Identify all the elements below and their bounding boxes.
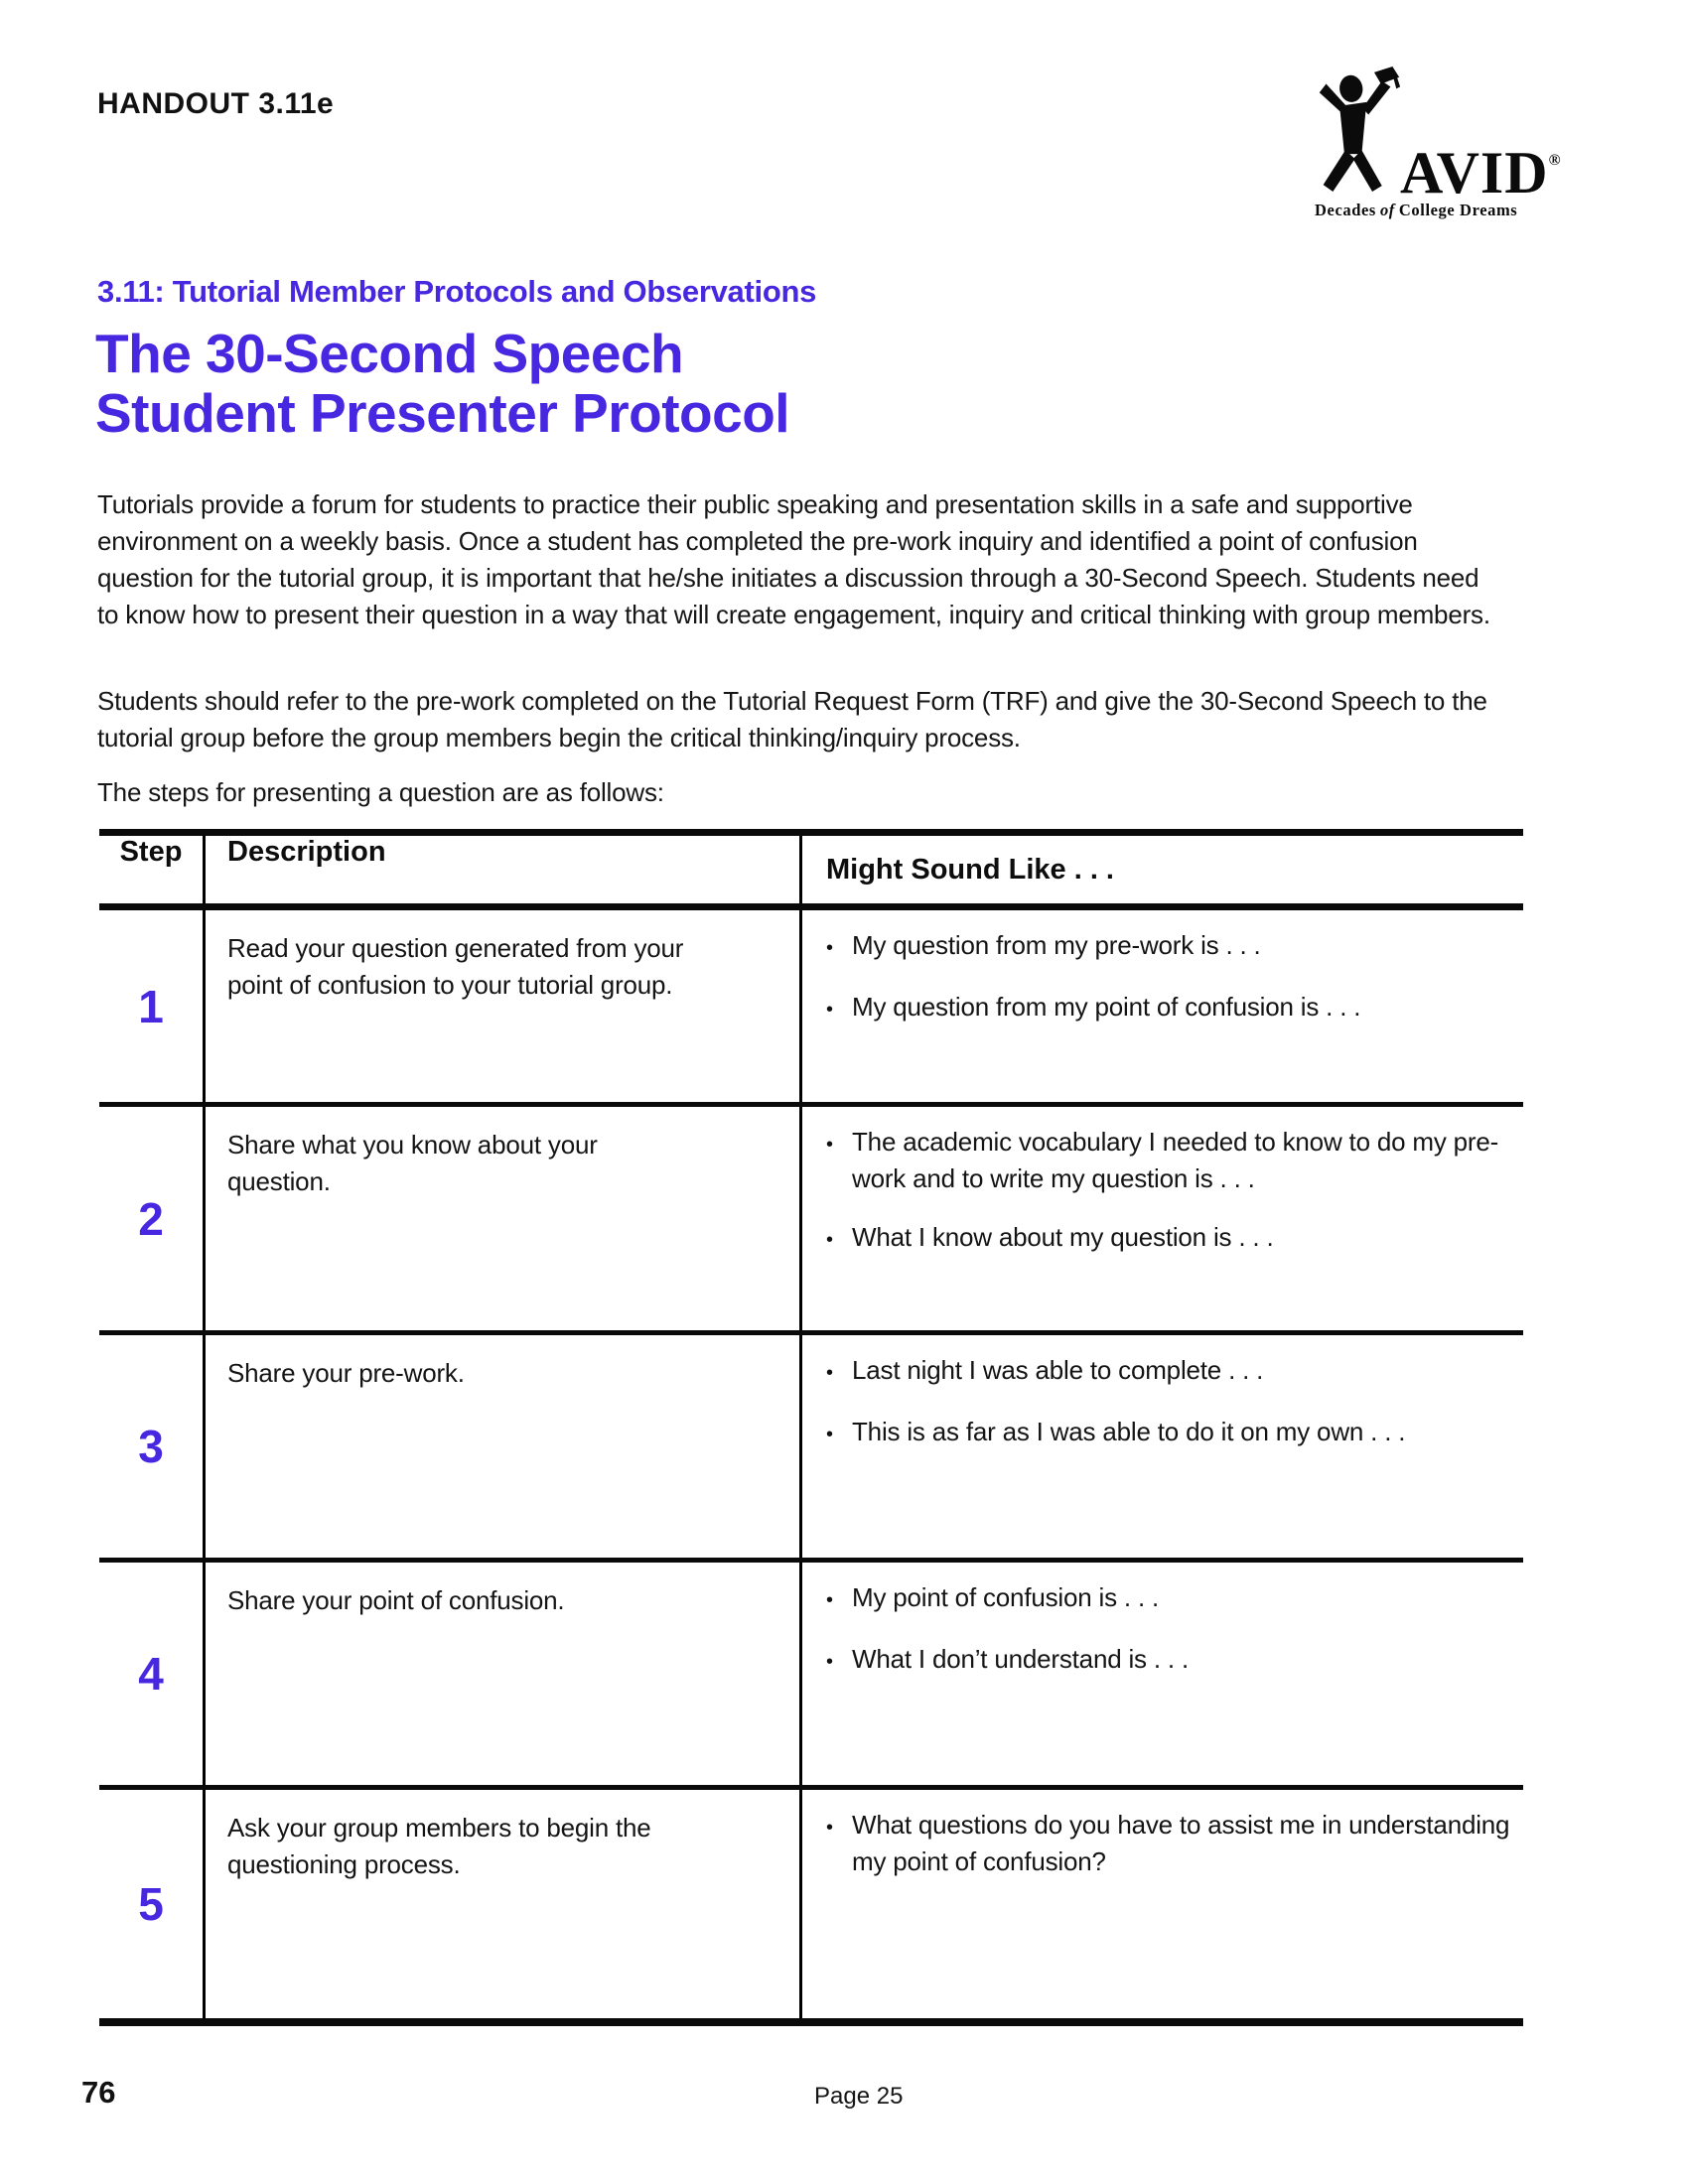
avid-tagline (1313, 201, 1551, 220)
step-description: Read your question generated from your point of confusion to your tutorial group. (227, 933, 684, 1000)
step-description-cell (206, 1790, 802, 2018)
bullet-icon: • (826, 1134, 833, 1156)
table-row (99, 1107, 1523, 1335)
registered-trademark-icon: ® (1548, 151, 1561, 169)
bullet-item (826, 1352, 1515, 1392)
step-description-cell (206, 910, 802, 1102)
bullet-icon: • (826, 937, 833, 959)
step-description: Share your pre-work. (227, 1358, 465, 1388)
bullet-icon: • (826, 1362, 833, 1384)
bullet-item (826, 1414, 1515, 1453)
bullet-item (826, 1219, 1515, 1259)
tagline-decades: Decades (1315, 201, 1376, 219)
page-title (95, 324, 789, 443)
person-raising-graduation-cap-icon (1313, 66, 1404, 198)
avid-logo (1313, 66, 1561, 220)
tagline-of: of (1379, 201, 1395, 219)
step-description: Ask your group members to begin the questioning process. (227, 1813, 651, 1879)
bullet-item (826, 1641, 1515, 1681)
step-description-cell (206, 1107, 802, 1330)
might-sound-like-cell (802, 910, 1523, 1102)
intro-paragraph-1: Tutorials provide a forum for students to practice their public speaking and presentation skills in a safe and supportive environment on a weekly basis. Once a student has completed the pre-work inquiry and identified a point of confusion question for the tutorial group, it is important that he/she initiates a discussion through a 30-Second Speech. Students need to know how to present their question in a way that will create engagement, inquiry and critical thinking with group members. (97, 489, 1490, 629)
avid-logo-top (1313, 66, 1561, 205)
column-header-description: Description (206, 836, 802, 903)
table-row (99, 1335, 1523, 1563)
bullet-item (826, 1579, 1515, 1619)
page-title-line2: Student Presenter Protocol (95, 382, 790, 444)
bullet-icon: • (826, 1589, 833, 1611)
bullet-item (826, 989, 1515, 1028)
column-header-might-sound-like: Might Sound Like . . . (826, 853, 1114, 886)
table-body (99, 910, 1523, 2018)
steps-intro: The steps for presenting a question are as follows: (97, 777, 664, 807)
bullet-item (826, 1807, 1515, 1880)
table-header-row (99, 836, 1523, 910)
footer-page-number: 76 (81, 2075, 116, 2110)
might-sound-like-cell (802, 1107, 1523, 1330)
bullet-text: My point of confusion is . . . (852, 1582, 1160, 1612)
table-row (99, 910, 1523, 1107)
step-number: 5 (99, 1790, 206, 2018)
bullet-item (826, 1124, 1515, 1197)
bullet-icon: • (826, 1424, 833, 1445)
step-description: Share your point of confusion. (227, 1585, 565, 1615)
bullet-text: The academic vocabulary I needed to know to do my pre-work and to write my question is . . . (852, 1127, 1499, 1193)
table-row (99, 1563, 1523, 1790)
bullet-icon: • (826, 1229, 833, 1251)
step-number: 4 (99, 1563, 206, 1785)
bullet-text: My question from my point of confusion is . . . (852, 992, 1361, 1022)
step-number: 2 (99, 1107, 206, 1330)
bullet-icon: • (826, 1651, 833, 1673)
bullet-icon: • (826, 999, 833, 1021)
bullet-text: What I know about my question is . . . (852, 1222, 1274, 1252)
avid-wordmark (1400, 139, 1561, 205)
step-number: 3 (99, 1335, 206, 1558)
bullet-text: Last night I was able to complete . . . (852, 1355, 1264, 1385)
bullet-text: What questions do you have to assist me in understanding my point of confusion? (852, 1810, 1510, 1876)
bullet-text: What I don’t understand is . . . (852, 1644, 1190, 1674)
step-description: Share what you know about your question. (227, 1130, 598, 1196)
column-header-step: Step (99, 836, 206, 903)
page-title-line1: The 30-Second Speech (95, 323, 684, 384)
step-number: 1 (99, 910, 206, 1102)
might-sound-like-cell (802, 1335, 1523, 1558)
tagline-college-dreams: College Dreams (1398, 201, 1518, 219)
protocol-table (99, 829, 1523, 2026)
bullet-item (826, 927, 1515, 967)
intro-paragraph-2: Students should refer to the pre-work completed on the Tutorial Request Form (TRF) and give the 30-Second Speech to the tutorial group before the group members begin the critical thinking/inquiry process. (97, 686, 1487, 752)
step-description-cell (206, 1335, 802, 1558)
avid-wordmark-text: AVID (1400, 139, 1549, 205)
step-description-cell (206, 1563, 802, 1785)
bullet-icon: • (826, 1817, 833, 1839)
might-sound-like-cell (802, 1790, 1523, 2018)
bullet-text: My question from my pre-work is . . . (852, 930, 1261, 960)
footer-page-label: Page 25 (814, 2083, 904, 2110)
table-row (99, 1790, 1523, 2018)
bullet-text: This is as far as I was able to do it on my own . . . (852, 1417, 1406, 1446)
handout-label: HANDOUT 3.11e (97, 87, 335, 120)
section-title: 3.11: Tutorial Member Protocols and Observations (97, 274, 817, 309)
might-sound-like-cell (802, 1563, 1523, 1785)
